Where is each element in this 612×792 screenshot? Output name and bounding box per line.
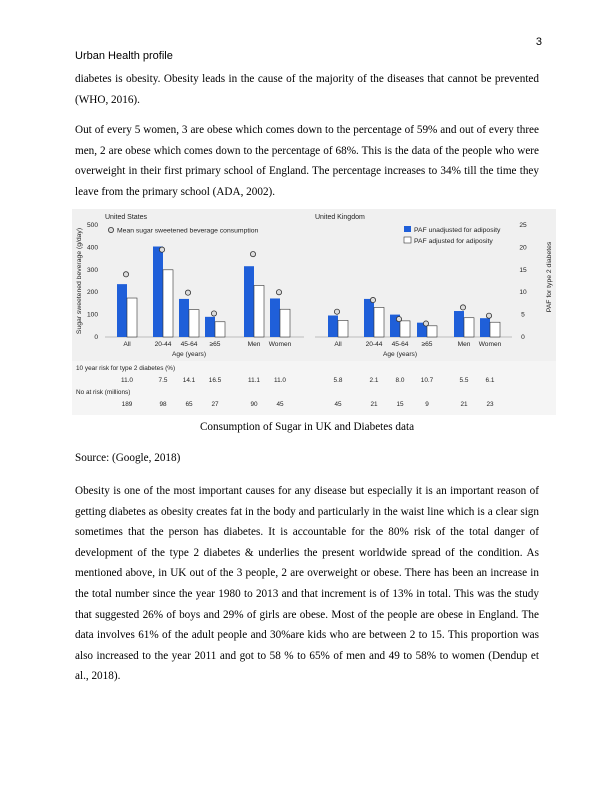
mean-marker-us	[250, 252, 255, 257]
risk-value: 11.1	[248, 377, 260, 384]
y-right-tick: 25	[519, 222, 527, 229]
figure-source: Source: (Google, 2018)	[75, 452, 181, 464]
mean-marker-uk	[486, 313, 491, 318]
bar-unadjusted-us	[205, 317, 215, 337]
mean-marker-uk	[460, 305, 465, 310]
bar-adjusted-uk	[374, 307, 384, 337]
category-label: All	[334, 341, 342, 348]
bar-adjusted-us	[189, 310, 199, 337]
legend-mean-marker	[108, 227, 113, 232]
bar-adjusted-us	[163, 270, 173, 337]
mean-marker-uk	[370, 297, 375, 302]
y-left-tick: 100	[86, 311, 98, 319]
atrisk-value: 189	[121, 401, 133, 408]
chart-svg	[72, 209, 556, 415]
risk-value: 16.5	[208, 377, 222, 384]
category-label: 20-44	[365, 341, 383, 348]
diabetes-chart-figure	[72, 209, 556, 415]
panel-title-us: United States	[105, 214, 148, 221]
age-label-us: Age (years)	[171, 351, 207, 358]
atrisk-value: 21	[460, 401, 468, 408]
paragraph-obesity-diabetes: Obesity is one of the most important causes for any disease but especially it is an important reason of getting diabetes as obesity creates fat in the body and particularly in the waist line which is a clear sign sometimes that the person has diabetes. It is accountable for the 80% risk of the total danger of development of the type 2 diabetes & underlies the present worldwide spread of the condition. As mentioned above, in UK out of the 3 people, 2 are overweight or obese. There has been an increase in the total number since the year 1980 to 2013 and that increment is of 13% in total. This was the study that suggested 26% of boys and 29% of girls are obese. Most of the people are obese in England. The data involves 61% of the adult people and 30%are kids who are between 2 to 15. This proportion was also increased to the year 2011 and got to 58 % to 65% of men and 49 to 58% to women (Dendup et al., 2018).	[75, 485, 539, 683]
mean-marker-us	[211, 311, 216, 316]
risk-value: 11.0	[274, 377, 286, 384]
mean-marker-us	[159, 247, 164, 252]
atrisk-value: 23	[486, 401, 494, 408]
y-right-tick: 0	[521, 334, 525, 341]
category-label: ≥65	[421, 341, 433, 348]
paragraph-intro: diabetes is obesity. Obesity leads in the cause of the majority of the diseases that cannot be prevented (WHO, 2016).	[75, 73, 539, 106]
risk-value: 14.1	[182, 377, 196, 384]
atrisk-value: 65	[185, 401, 193, 408]
mean-marker-uk	[423, 321, 428, 326]
risk-value: 2.1	[369, 377, 379, 384]
category-label: Men	[457, 341, 471, 348]
age-label-uk: Age (years)	[382, 351, 418, 358]
bar-unadjusted-us	[244, 266, 254, 337]
y-axis-right-label: PAF for type 2 diabetes	[546, 241, 553, 313]
atrisk-value: 27	[211, 401, 219, 408]
y-left-tick: 500	[86, 222, 98, 229]
mean-marker-us	[276, 290, 281, 295]
y-right-tick: 5	[521, 311, 525, 319]
category-label: Women	[268, 341, 292, 348]
atrisk-value: 45	[334, 401, 342, 408]
risk-value: 5.5	[459, 377, 469, 384]
mean-marker-us	[123, 272, 128, 277]
atrisk-value: 9	[425, 401, 429, 408]
figure-caption: Consumption of Sugar in UK and Diabetes data	[199, 421, 415, 433]
bar-unadjusted-us	[270, 298, 280, 337]
y-axis-left-label: Sugar sweetened beverage (g/day)	[76, 227, 83, 335]
atrisk-value: 98	[159, 401, 167, 408]
paragraph-obesity-stats: Out of every 5 women, 3 are obese which comes down to the percentage of 59% and out of every three men, 2 are obese which comes down to the percentage of 68%. This is the data of the people who were overweight in their first primary school of England. The percentage increases to 34% till the time they leave from the primary school (ADA, 2002).	[75, 124, 539, 198]
bar-unadjusted-us	[153, 247, 163, 337]
bar-unadjusted-uk	[328, 315, 338, 337]
mean-marker-uk	[334, 309, 339, 314]
category-label: Men	[247, 341, 261, 348]
legend-unadjusted-swatch	[404, 226, 411, 232]
y-left-tick: 0	[94, 334, 98, 341]
category-label: 45-64	[180, 341, 198, 348]
bar-adjusted-us	[215, 322, 225, 337]
page-number: 3	[535, 36, 542, 48]
legend-adjusted-label: PAF adjusted for adiposity	[414, 238, 493, 245]
legend-adjusted-swatch	[404, 237, 411, 243]
bar-unadjusted-uk	[454, 311, 464, 337]
category-label: All	[123, 341, 131, 348]
y-right-tick: 10	[519, 289, 527, 297]
risk-value: 10.7	[420, 377, 434, 384]
y-right-tick: 15	[519, 266, 527, 274]
atrisk-value: 15	[396, 401, 404, 408]
legend-mean-label: Mean sugar sweetened beverage consumption	[117, 227, 259, 235]
panel-title-uk: United Kingdom	[315, 214, 365, 221]
bar-unadjusted-us	[117, 284, 127, 337]
risk-value: 5.8	[333, 377, 343, 384]
running-head: Urban Health profile	[75, 50, 173, 62]
bar-unadjusted-uk	[364, 299, 374, 337]
y-left-tick: 400	[86, 244, 98, 252]
atrisk-value: 45	[276, 401, 284, 408]
category-label: 45-64	[391, 341, 409, 348]
category-label: 20-44	[154, 341, 172, 348]
bar-adjusted-us	[254, 285, 264, 337]
bar-adjusted-uk	[400, 321, 410, 337]
risk-value: 7.5	[158, 377, 168, 384]
bar-unadjusted-uk	[480, 318, 490, 337]
category-label: Women	[478, 341, 502, 348]
legend-unadjusted-label: PAF unadjusted for adiposity	[414, 227, 501, 234]
bar-adjusted-uk	[464, 318, 474, 337]
y-right-tick: 20	[519, 244, 527, 252]
atrisk-value: 21	[370, 401, 378, 408]
risk-value: 6.1	[485, 377, 495, 384]
atrisk-value: 90	[250, 401, 258, 408]
mean-marker-uk	[396, 316, 401, 321]
risk-value: 11.0	[121, 377, 133, 384]
bar-adjusted-us	[127, 298, 137, 337]
bar-adjusted-uk	[427, 326, 437, 337]
category-label: ≥65	[209, 341, 221, 348]
bar-adjusted-uk	[490, 322, 500, 337]
risk-row-label: 10 year risk for type 2 diabetes (%)	[76, 365, 176, 372]
bar-unadjusted-us	[179, 299, 189, 337]
y-left-tick: 300	[86, 266, 98, 274]
mean-marker-us	[185, 290, 190, 295]
risk-value: 8.0	[395, 377, 405, 384]
atrisk-row-label: No at risk (millions)	[76, 389, 131, 396]
bar-adjusted-us	[280, 309, 290, 337]
y-left-tick: 200	[86, 289, 98, 297]
bar-adjusted-uk	[338, 320, 348, 337]
